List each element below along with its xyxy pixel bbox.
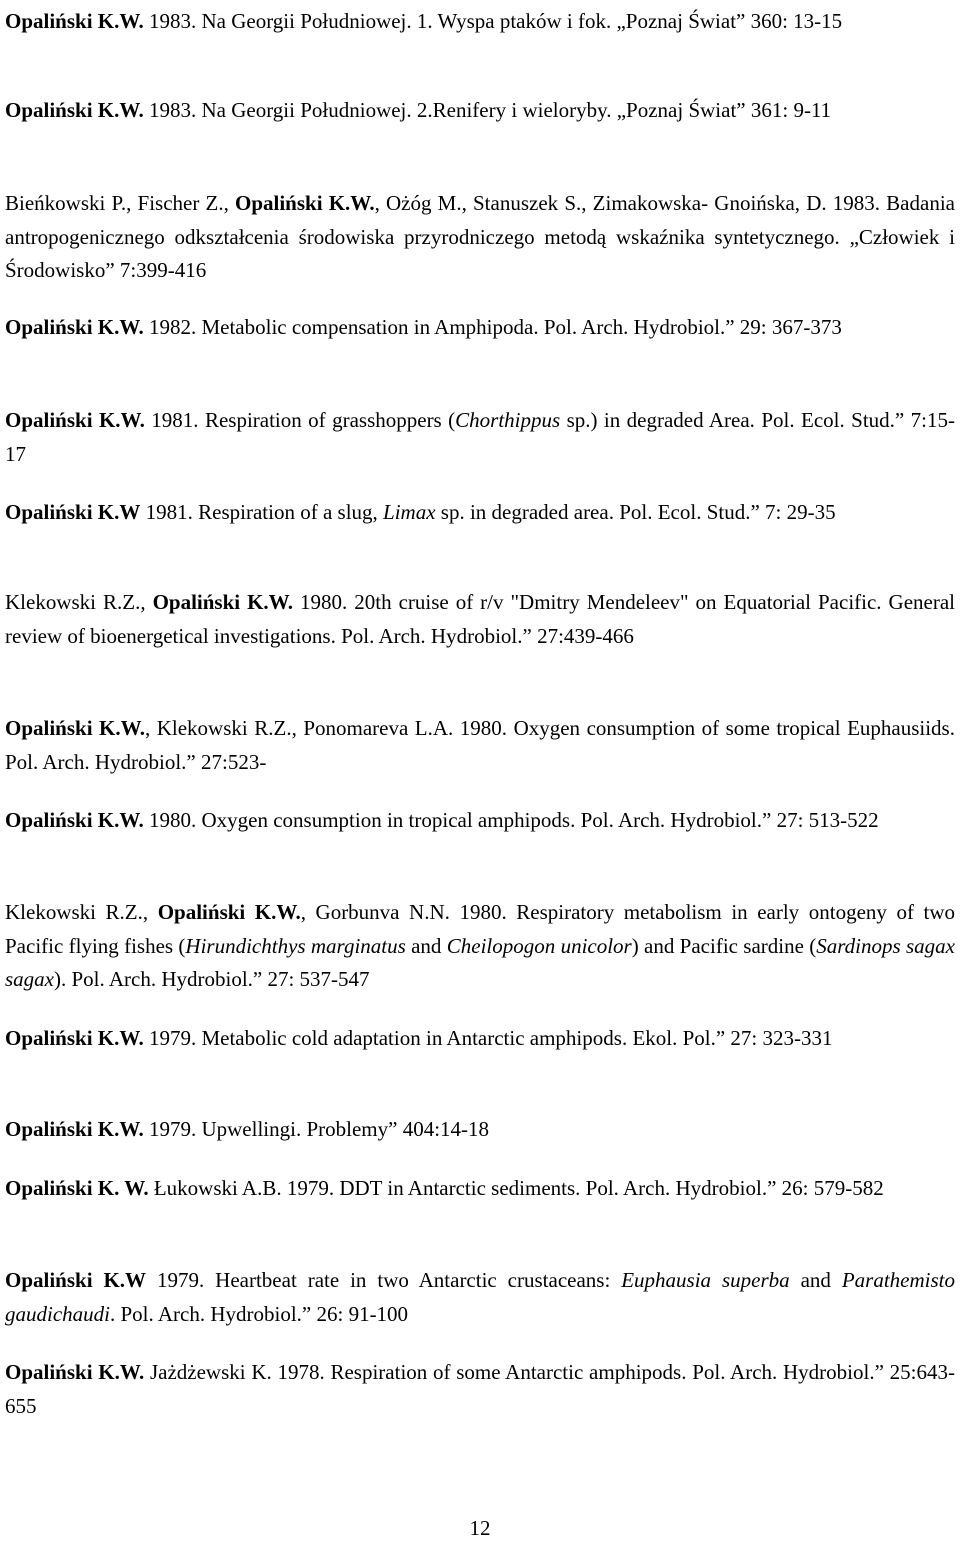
reference-text: and (405, 933, 447, 958)
reference-italic: Hirundichthys marginatus (185, 933, 406, 958)
reference-italic: Limax (383, 500, 436, 524)
reference-entry-12 (5, 1113, 955, 1147)
reference-entry-10 (5, 896, 955, 997)
reference-text: 1979. Upwellingi. Problemy” 404:14-18 (143, 1117, 490, 1141)
reference-entry-13 (5, 1172, 955, 1206)
reference-author: Opaliński K.W. (5, 1360, 145, 1384)
reference-text: Łukowski A.B. 1979. DDT in Antarctic sediments. Pol. Arch. Hydrobiol.” 26: 579-582 (148, 1176, 884, 1200)
reference-entry-15 (5, 1356, 955, 1423)
reference-entry-5 (5, 404, 955, 471)
reference-text: Jażdżewski K. 1978. Respiration of some Antarctic amphipods. Pol. Arch. Hydrobiol.” 25:643-655 (5, 1360, 955, 1418)
reference-text: 1980. Oxygen consumption in tropical amphipods. Pol. Arch. Hydrobiol.” 27: 513-522 (143, 808, 879, 832)
reference-author: Opaliński K.W. (5, 716, 145, 740)
reference-text: , Klekowski R.Z., Ponomareva L.A. 1980. Oxygen consumption of some tropical Euphausiids. Pol. Arch. Hydrobiol.” 27:523- (5, 716, 955, 774)
page-number: 12 (469, 1516, 491, 1540)
reference-italic: Euphausia superba (621, 1268, 790, 1292)
reference-text: 1981. Respiration of a slug, (140, 500, 384, 524)
reference-author: Opaliński K.W (5, 500, 141, 524)
reference-author: Opaliński K.W. (234, 191, 375, 215)
reference-author: Opaliński K.W (5, 1268, 147, 1292)
reference-entry-4 (5, 311, 955, 345)
reference-text: sp. in degraded area. Pol. Ecol. Stud.” 7: 29-35 (435, 500, 836, 524)
reference-entry-3 (5, 187, 955, 288)
reference-entry-11 (5, 1022, 955, 1056)
reference-author: Opaliński K.W. (5, 408, 145, 432)
reference-author: Opaliński K.W. (5, 808, 144, 832)
reference-author: Opaliński K. W. (5, 1176, 149, 1200)
reference-text: 1980. 20th cruise of r/v "Dmitry Mendeleev" on Equatorial Pacific. General review of bioenergetical investigations. Pol. Arch. Hydrobiol.” 27:439-466 (5, 590, 955, 648)
reference-text: ) and Pacific sardine ( (631, 933, 817, 958)
reference-text: 1981. Respiration of grasshoppers ( (144, 408, 456, 432)
reference-author: Opaliński K.W. (5, 9, 144, 33)
reference-author: Opaliński K.W. (5, 98, 144, 122)
reference-text: Klekowski R.Z., (5, 900, 158, 924)
reference-text: Bieńkowski P., Fischer Z., (5, 191, 235, 215)
reference-text: and (789, 1268, 842, 1292)
reference-text: Klekowski R.Z., (5, 590, 153, 614)
reference-entry-7 (5, 586, 955, 653)
reference-text: , Ożóg M., Stanuszek S., Zimakowska- Gnoińska, D. 1983. Badania antropogenicznego odkształcenia środowiska przyrodniczego metodą wskaźnika syntetycznego. „Człowiek i Środowisko” 7:399-416 (5, 191, 955, 282)
reference-entry-2 (5, 94, 955, 128)
reference-text: 1982. Metabolic compensation in Amphipoda. Pol. Arch. Hydrobiol.” 29: 367-373 (143, 315, 842, 339)
reference-text: 1983. Na Georgii Południowej. 2.Renifery i wieloryby. „Poznaj Świat” 361: 9-11 (143, 98, 832, 122)
reference-author: Opaliński K.W. (5, 1026, 144, 1050)
reference-entry-1 (5, 5, 955, 39)
reference-entry-14 (5, 1264, 955, 1331)
reference-italic: Cheilopogon unicolor (446, 933, 632, 958)
reference-author: Opaliński K.W. (157, 900, 301, 924)
reference-text: 1979. Metabolic cold adaptation in Antarctic amphipods. Ekol. Pol.” 27: 323-331 (143, 1026, 833, 1050)
reference-text: , Gorbunva N.N. 1980. Respiratory metabolism in early ontogeny of two Pacific flying fishes ( (5, 900, 955, 958)
reference-author: Opaliński K.W. (5, 1117, 144, 1141)
reference-author: Opaliński K.W. (152, 590, 294, 614)
reference-entry-9 (5, 804, 955, 838)
reference-entry-8 (5, 712, 955, 779)
reference-entry-6 (5, 496, 955, 530)
reference-text: . Pol. Arch. Hydrobiol.” 26: 91-100 (110, 1301, 409, 1326)
reference-italic: Chorthippus (455, 408, 561, 432)
reference-author: Opaliński K.W. (5, 315, 144, 339)
reference-text: sp.) in degraded Area. Pol. Ecol. Stud.” 7:15-17 (5, 408, 955, 466)
reference-text: ). Pol. Arch. Hydrobiol.” 27: 537-547 (54, 967, 370, 991)
reference-text: 1979. Heartbeat rate in two Antarctic crustaceans: (146, 1268, 622, 1292)
reference-italic: Parathemisto gaudichaudi (5, 1268, 956, 1326)
reference-italic: Sardinops sagax sagax (5, 933, 955, 991)
reference-text: 1983. Na Georgii Południowej. 1. Wyspa ptaków i fok. „Poznaj Świat” 360: 13-15 (143, 9, 843, 33)
